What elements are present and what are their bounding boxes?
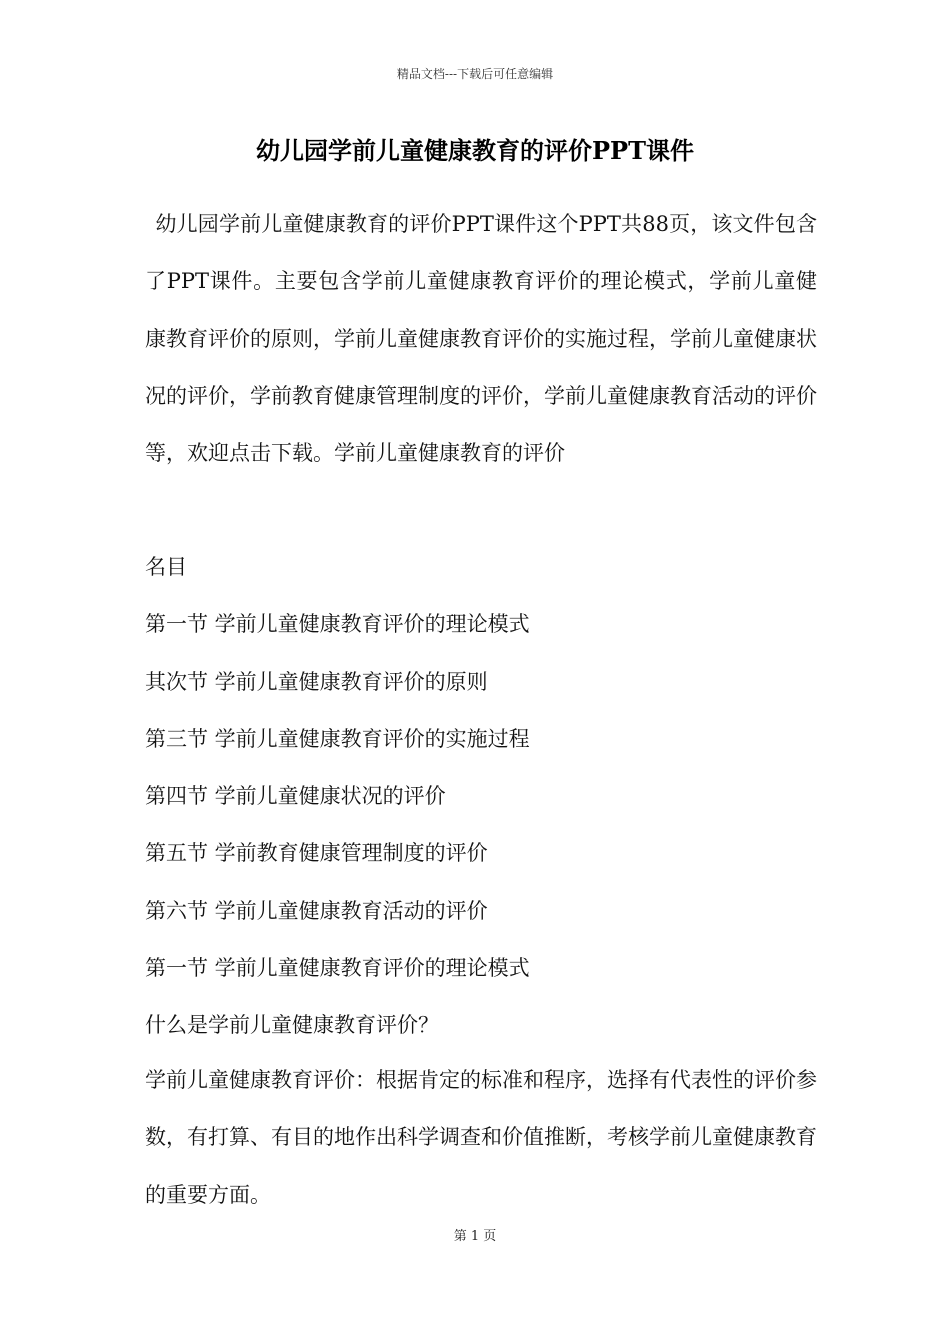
intro-paragraph: 幼儿园学前儿童健康教育的评价PPT课件这个PPT共88页，该文件包含了PPT课件。主要包含学前儿童健康教育评价的理论模式，学前儿童健康教育评价的原则，学前儿童健康教育评价的实施过程，学前儿童健康状况的评价，学前教育健康管理制度的评价，学前儿童健康教育活动的评价等，欢迎点击下载。学前儿童健康教育的评价 bbox=[145, 212, 817, 466]
contents-item-2: 其次节 学前儿童健康教育评价的原则 bbox=[145, 669, 488, 694]
contents-item-1: 第一节 学前儿童健康教育评价的理论模式 bbox=[145, 612, 530, 637]
document-title: 幼儿园学前儿童健康教育的评价PPT课件 bbox=[256, 136, 694, 165]
section-heading: 第一节 学前儿童健康教育评价的理论模式 bbox=[145, 956, 530, 981]
contents-item-6: 第六节 学前儿童健康教育活动的评价 bbox=[145, 898, 488, 923]
contents-item-5: 第五节 学前教育健康管理制度的评价 bbox=[145, 841, 488, 866]
page-header: 精品文档---下载后可任意编辑 bbox=[396, 67, 554, 81]
definition-paragraph: 学前儿童健康教育评价：根据肯定的标准和程序，选择有代表性的评价参数，有打算、有目的地作出科学调查和价值推断，考核学前儿童健康教育的重要方面。 bbox=[145, 1068, 817, 1207]
contents-item-3: 第三节 学前儿童健康教育评价的实施过程 bbox=[145, 726, 530, 751]
page-number: 第 1 页 bbox=[453, 1229, 497, 1244]
contents-list bbox=[145, 539, 817, 1055]
contents-item-4: 第四节 学前儿童健康状况的评价 bbox=[145, 784, 446, 809]
question-line: 什么是学前儿童健康教育评价？ bbox=[145, 1013, 439, 1038]
contents-heading: 名目 bbox=[145, 555, 187, 579]
